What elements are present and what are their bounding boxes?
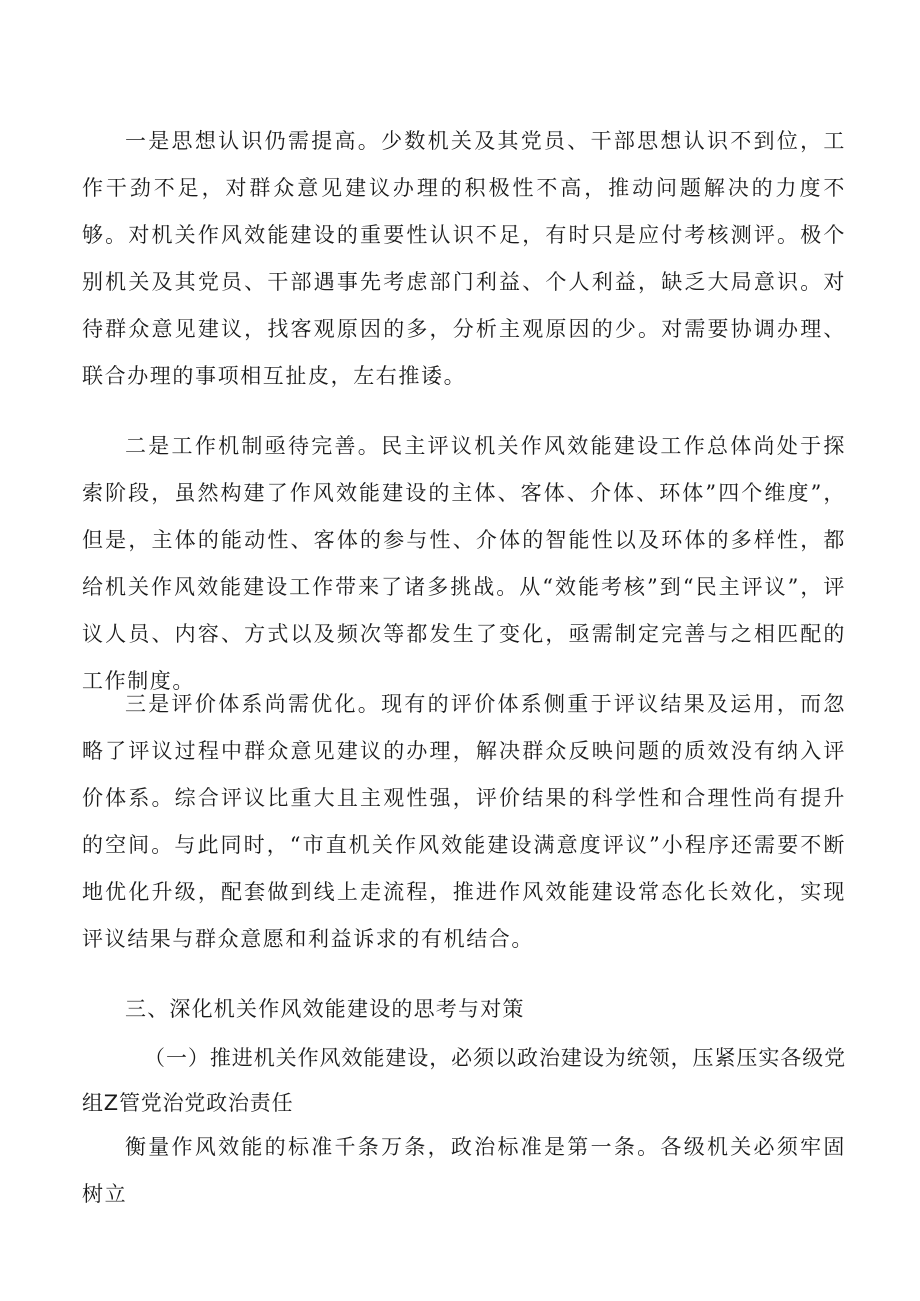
section-heading: 三、深化机关作风效能建设的思考与对策 xyxy=(125,997,525,1021)
paragraph-political-standard: 衡量作风效能的标准千条万条，政治标准是第一条。各级机关必须牢固树立 xyxy=(82,1135,846,1206)
subsection-heading: （一）推进机关作风效能建设，必须以政治建设为统领，压紧压实各级党组Z管党治党政治责任 xyxy=(82,1046,846,1115)
paragraph-work-mechanism: 二是工作机制亟待完善。民主评议机关作风效能建设工作总体尚处于探索阶段，虽然构建了作风效能建设的主体、客体、介体、环体”四个维度”，但是，主体的能动性、客体的参与性、介体的智能性以及环体的多样性，都给机关作风效能建设工作带来了诸多挑战。从“效能考核”到“民主评议”，评议人员、内容、方式以及频次等都发生了变化，亟需制定完善与之相匹配的工作制度。 xyxy=(82,434,846,693)
paragraph-thinking-awareness: 一是思想认识仍需提高。少数机关及其党员、干部思想认识不到位，工作干劲不足，对群众意见建议办理的积极性不高，推动问题解决的力度不够。对机关作风效能建设的重要性认识不足，有时只是应付考核测评。极个别机关及其党员、干部遇事先考虑部门利益、个人利益，缺乏大局意识。对待群众意见建议，找客观原因的多，分析主观原因的少。对需要协调办理、联合办理的事项相互扯皮，左右推诿。 xyxy=(82,129,846,388)
paragraph-evaluation-system: 三是评价体系尚需优化。现有的评价体系侧重于评议结果及运用，而忽略了评议过程中群众意见建议的办理，解决群众反映问题的质效没有纳入评价体系。综合评议比重大且主观性强，评价结果的科学性和合理性尚有提升的空间。与此同时，“市直机关作风效能建设满意度评议”小程序还需要不断地优化升级，配套做到线上走流程，推进作风效能建设常态化长效化，实现评议结果与群众意愿和利益诉求的有机结合。 xyxy=(82,692,846,951)
